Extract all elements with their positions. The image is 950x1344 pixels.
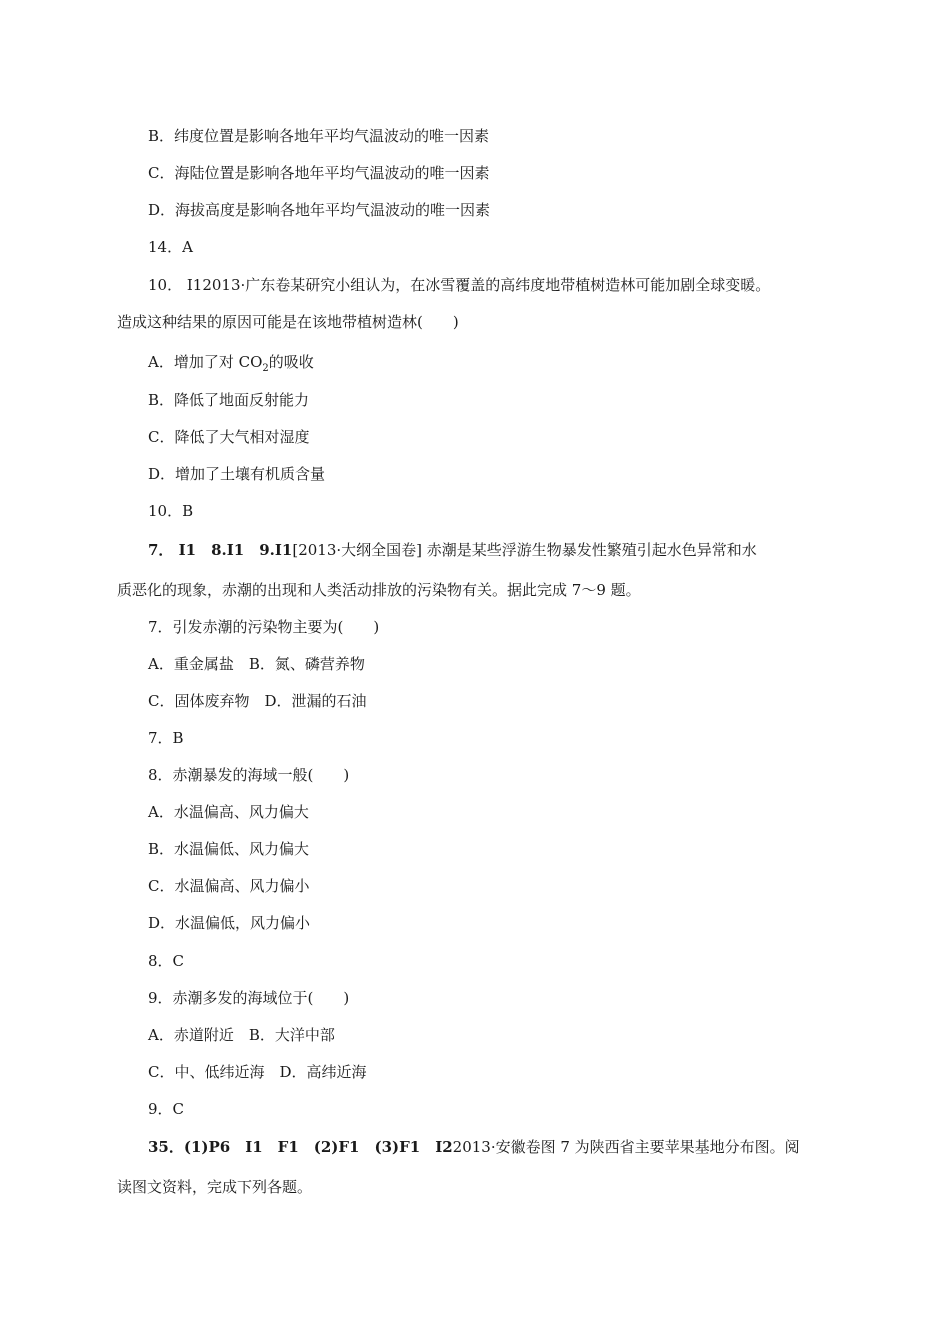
- question-9-stem: 9．赤潮多发的海域位于( ): [148, 989, 350, 1007]
- q8-option-c: C．水温偏高、风力偏小: [148, 877, 310, 895]
- question-7-stem: 7．引发赤潮的污染物主要为( ): [148, 618, 380, 636]
- question-35-text: 2013·安徽卷图 7 为陕西省主要苹果基地分布图。阅: [452, 1138, 800, 1156]
- answer-7: 7．B: [148, 729, 184, 747]
- q7-options-cd: C．固体废弃物 D．泄漏的石油: [148, 692, 367, 710]
- q8-option-d: D．水温偏低，风力偏小: [148, 914, 311, 932]
- q10-option-a: [148, 352, 314, 372]
- question-8-stem: 8．赤潮暴发的海域一般( ): [148, 766, 350, 784]
- q10-option-b: B．降低了地面反射能力: [148, 391, 310, 409]
- q9-options-ab: A．赤道附近 B．大洋中部: [148, 1026, 335, 1044]
- question-35-stem: [148, 1137, 800, 1157]
- passage-7-9-codes: 7． I1 8.I1 9.I1: [148, 541, 293, 559]
- q10-option-c: C．降低了大气相对湿度: [148, 428, 310, 446]
- q10-option-a-prefix: A．增加了对 CO: [148, 353, 263, 371]
- option-d-altitude: D．海拔高度是影响各地年平均气温波动的唯一因素: [148, 201, 491, 219]
- q8-option-b: B．水温偏低、风力偏大: [148, 840, 310, 858]
- answer-14: 14．A: [148, 238, 193, 256]
- answer-9: 9．C: [148, 1100, 185, 1118]
- question-10-stem-cont: 造成这种结果的原因可能是在该地带植树造林( ): [117, 313, 459, 331]
- option-c-land-sea: C．海陆位置是影响各地年平均气温波动的唯一因素: [148, 164, 490, 182]
- q7-options-ab: A．重金属盐 B．氮、磷营养物: [148, 655, 365, 673]
- passage-7-9-text: [2013·大纲全国卷] 赤潮是某些浮游生物暴发性繁殖引起水色异常和水: [292, 541, 757, 559]
- option-b-latitude: B．纬度位置是影响各地年平均气温波动的唯一因素: [148, 127, 490, 145]
- q8-option-a: A．水温偏高、风力偏大: [148, 803, 309, 821]
- answer-10: 10．B: [148, 502, 194, 520]
- passage-7-9-cont: 质恶化的现象，赤潮的出现和人类活动排放的污染物有关。据此完成 7～9 题。: [117, 581, 641, 599]
- q9-options-cd: C．中、低纬近海 D．高纬近海: [148, 1063, 367, 1081]
- q10-option-a-suffix: 的吸收: [268, 353, 314, 371]
- question-10-stem: 10． I12013·广东卷某研究小组认为，在冰雪覆盖的高纬度地带植树造林可能加剧全球变暖。: [148, 276, 771, 294]
- question-35-codes: 35．(1)P6 I1 F1 (2)F1 (3)F1 I2: [148, 1138, 453, 1156]
- answer-8: 8．C: [148, 952, 185, 970]
- question-35-stem-cont: 读图文资料，完成下列各题。: [117, 1178, 313, 1196]
- q10-option-a-subscript: 2: [262, 363, 269, 374]
- passage-7-9: [148, 540, 757, 560]
- q10-option-d: D．增加了土壤有机质含量: [148, 465, 326, 483]
